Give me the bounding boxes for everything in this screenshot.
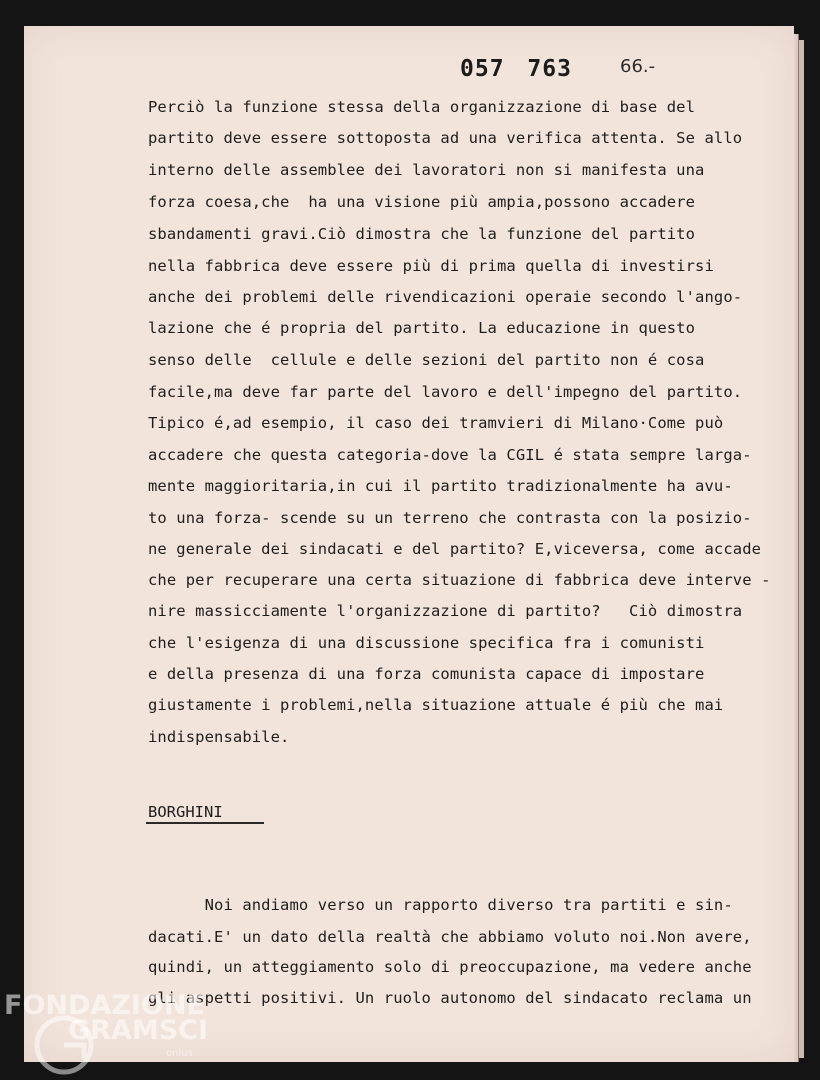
text-line: che l'esigenza di una discussione specifica fra i comunisti	[148, 634, 705, 652]
text-line: mente maggioritaria,in cui il partito tradizionalmente ha avu-	[148, 477, 733, 495]
watermark-line-1: FONDAZIONE	[4, 990, 205, 1021]
archive-number: 057 763	[460, 56, 572, 82]
text-line: dacati.E' un dato della realtà che abbiamo voluto noi.Non avere,	[148, 928, 752, 946]
text-line: gli aspetti positivi. Un ruolo autonomo del sindacato reclama un	[148, 989, 752, 1007]
watermark-line-3: onlus	[166, 1048, 193, 1059]
text-line: che per recuperare una certa situazione di fabbrica deve interve -	[148, 571, 771, 589]
text-line: interno delle assemblee dei lavoratori non si manifesta una	[148, 161, 705, 179]
text-line: sbandamenti gravi.Ciò dimostra che la funzione del partito	[148, 225, 696, 243]
text-line: to una forza- scende su un terreno che contrasta con la posizio-	[148, 509, 752, 527]
text-line: partito deve essere sottoposta ad una verifica attenta. Se allo	[148, 129, 743, 147]
speaker-heading: BORGHINI	[148, 803, 223, 821]
text-line: Tipico é,ad esempio, il caso dei tramvieri di Milano·Come può	[148, 414, 724, 432]
text-line: lazione che é propria del partito. La educazione in questo	[148, 319, 696, 337]
watermark-logo	[4, 990, 209, 1080]
text-line: anche dei problemi delle rivendicazioni operaie secondo l'ango-	[148, 288, 743, 306]
text-line: ne generale dei sindacati e del partito? E,viceversa, come accade	[148, 540, 762, 558]
page-number: 66.-	[620, 56, 656, 77]
text-line: facile,ma deve far parte del lavoro e dell'impegno del partito.	[148, 383, 743, 401]
text-line: senso delle cellule e delle sezioni del partito non é cosa	[148, 351, 705, 369]
text-line: e della presenza di una forza comunista capace di impostare	[148, 665, 705, 683]
watermark-line-2: GRAMSCI	[68, 1015, 209, 1046]
text-line: indispensabile.	[148, 728, 290, 746]
text-line: Noi andiamo verso un rapporto diverso tra partiti e sin-	[148, 896, 733, 914]
text-line: giustamente i problemi,nella situazione attuale é più che mai	[148, 696, 724, 714]
text-line: accadere che questa categoria-dove la CGIL é stata sempre larga-	[148, 446, 752, 464]
text-line: nire massicciamente l'organizzazione di partito? Ciò dimostra	[148, 602, 743, 620]
text-line: Perciò la funzione stessa della organizzazione di base del	[148, 98, 696, 116]
speaker-underline	[146, 822, 264, 824]
text-line: nella fabbrica deve essere più di prima quella di investirsi	[148, 257, 714, 275]
text-line: forza coesa,che ha una visione più ampia,possono accadere	[148, 193, 696, 211]
text-line: quindi, un atteggiamento solo di preoccupazione, ma vedere anche	[148, 958, 752, 976]
